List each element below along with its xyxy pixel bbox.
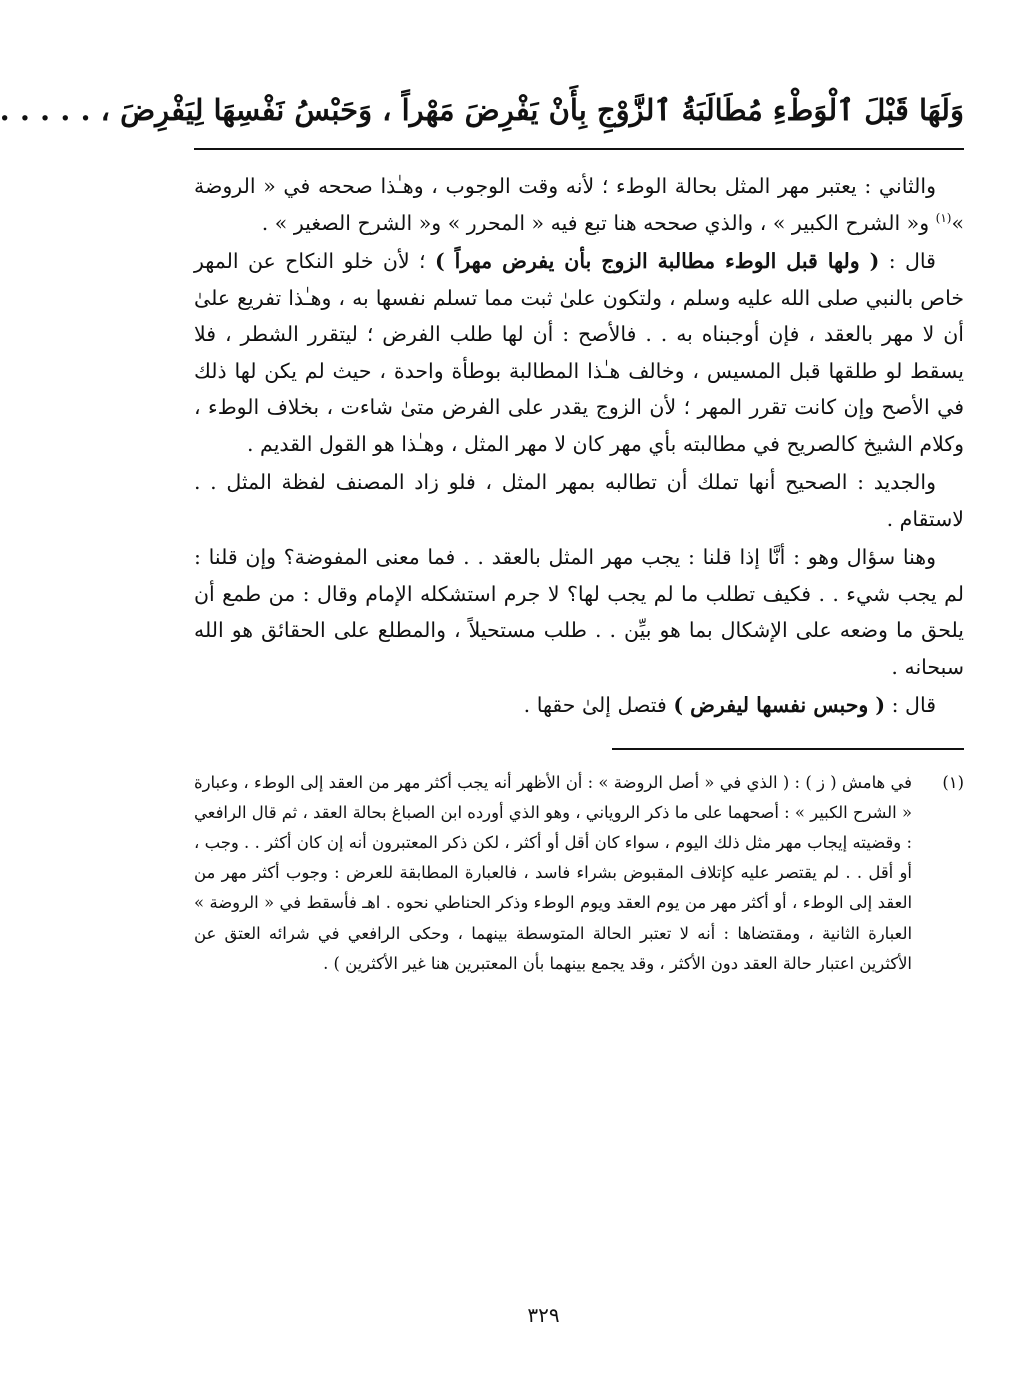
paragraph-3 [194,464,964,537]
paragraph-5-text-b: فتصل إلىٰ حقها . [523,693,674,717]
footnote-text: في هامش ( ز ) : ( الذي في « أصل الروضة » : أن الأظهر أنه يجب أكثر مهر من العقد إلى الوطء ، وعبارة « الشرح الكبير » : أصحهما على ما ذكر الروياني ، وهو الذي أورده ابن الصباغ بحالة العقد ، ثم قال الرافعي : وقضيته إيجاب مهر مثل ذلك اليوم ، سواء كان أقل أو أكثر ، لكن ذكر المعتبرون أنه إن كان أكثر . . وجب ، أو أقل . . لم يقتصر عليه كإتلاف المقبوض بشراء فاسد ، فالعبارة المطابقة للعرض : وجوب أكثر مهر من العقد إلى الوطء ، أو أكثر مهر من يوم العقد ويوم الوطء وذكر الحناطي نحوه . اهـ فأسقط في « الروضة » العبارة الثانية ، ومقتضاها : أنه لا تعتبر الحالة المتوسطة بينهما ، وحكى الرافعي في شرائه العتق عن الأكثرين اعتبار حالة العقد دون الأكثر ، وقد يجمع بينهما بأن المعتبرين هنا غير الأكثرين ) . [194,772,912,973]
footnote-divider [612,748,964,750]
page-number: ٣٢٩ [527,1303,560,1327]
paragraph-4-text: وهنا سؤال وهو : أنَّا إذا قلنا : يجب مهر المثل بالعقد . . فما معنى المفوضة؟ وإن قلنا : لم يجب شيء . . فكيف تطلب ما لم يجب لها؟ لا جرم استشكله الإمام وقال : من طمع أن يلحق ما وضعه على الإشكال بما هو بيِّن . . طلب مستحيلاً ، والمطلع على الحقائق هو الله سبحانه . [194,545,964,679]
paragraph-4 [194,539,964,685]
paragraph-1 [194,168,964,241]
header-divider [194,148,964,150]
commentary-body [194,168,964,724]
page-header-verse: وَلَهَا قَبْلَ ٱلْوَطْءِ مُطَالَبَةُ ٱلزَّوْجِ بِأَنْ يَفْرِضَ مَهْراً ، وَحَبْسُ نَفْسِهَا لِيَفْرِضَ ، . . . . . [0,93,964,127]
footnote-marker[interactable]: (١) [935,210,952,225]
paragraph-5 [194,687,964,724]
paragraph-3-text: والجديد : الصحيح أنها تملك أن تطالبه بمهر المثل ، فلو زاد المصنف لفظة المثل . . لاستقام . [194,470,964,531]
paragraph-5-matn-quote: ( وحبس نفسها ليفرض ) [673,693,886,717]
paragraph-5-text-a: قال : [885,693,936,717]
paragraph-2 [194,243,964,462]
footnote-1 [194,768,964,979]
footnote-number: (١) [942,772,964,792]
paragraph-1-text-b: و« الشرح الكبير » ، والذي صححه هنا تبع فيه « المحرر » و« الشرح الصغير » . [261,210,936,235]
paragraph-2-matn-quote: ( ولها قبل الوطء مطالبة الزوج بأن يفرض مهراً ) [434,249,880,273]
book-page [0,84,964,1354]
paragraph-1-text-a: والثاني : يعتبر مهر المثل بحالة الوطء ؛ لأنه وقت الوجوب ، وهـٰذا صححه في « الروضة » [194,174,964,235]
paragraph-2-text-a: قال : [879,249,936,273]
paragraph-2-text-b: ؛ لأن خلو النكاح عن المهر خاص بالنبي صلى الله عليه وسلم ، ولتكون علىٰ ثبت مما تسلم نفسها به ، وهـٰذا تفريع علىٰ أن لا مهر بالعقد ، فإن أوجبناه به . . فالأصح : أن لها طلب الفرض ؛ ليتقرر الشطر ، فلا يسقط لو طلقها قبل المسيس ، وخالف هـٰذا المطالبة بوطأة واحدة ، حيث لم يكن لها ذلك في الأصح وإن كانت تقرر المهر ؛ لأن الزوج يقدر على الفرض متىٰ شاءت ، بخلاف الوطء ، وكلام الشيخ كالصريح في مطالبته بأي مهر كان لا مهر المثل ، وهـٰذا هو القول القديم . [194,249,964,456]
